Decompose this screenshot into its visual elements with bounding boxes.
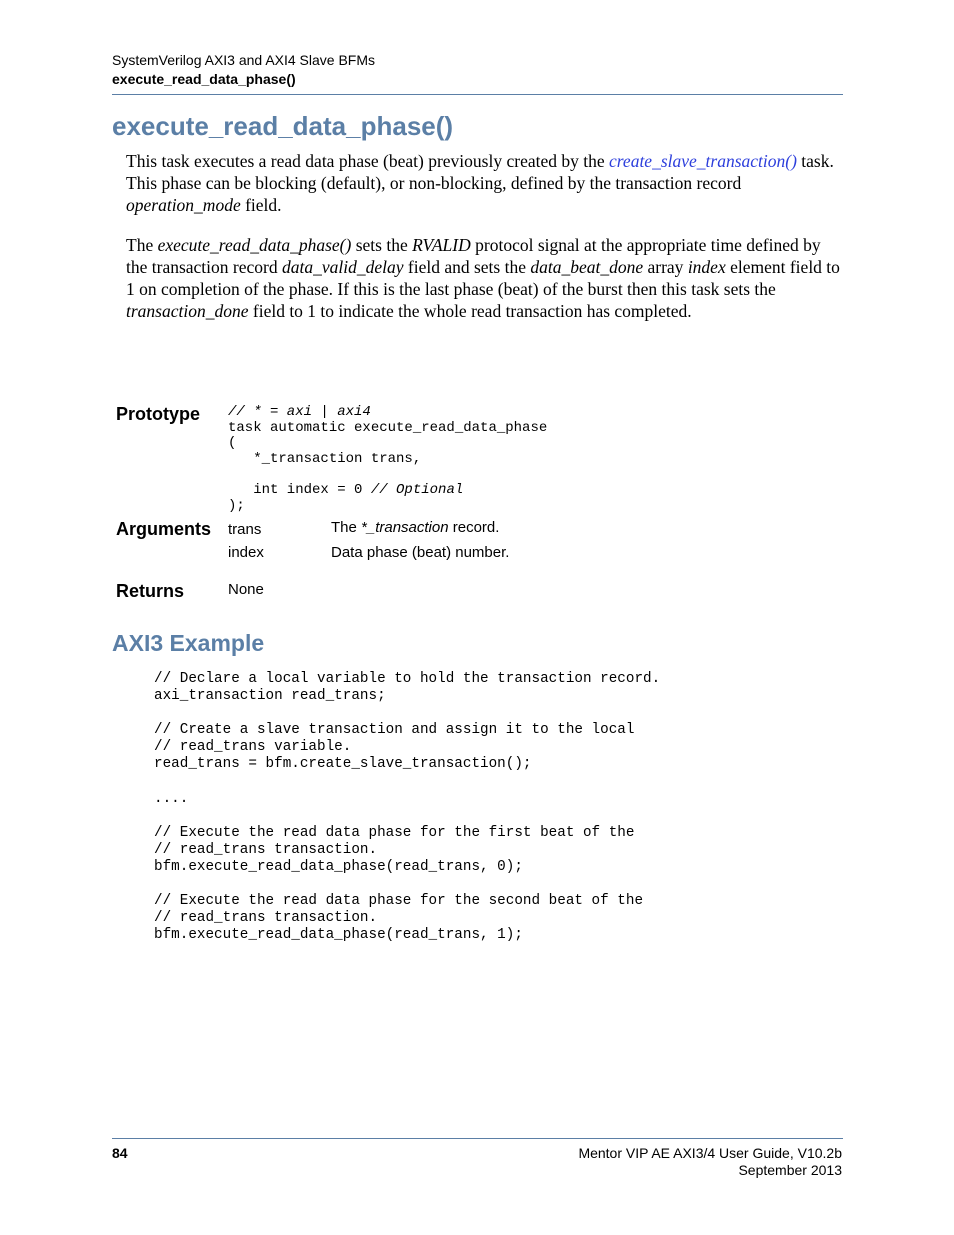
page-number: 84 bbox=[112, 1145, 128, 1161]
intro-paragraph-2: The execute_read_data_phase() sets the RVALID protocol signal at the appropriate time defined by the transaction record data_valid_delay field and sets the data_beat_done array index element field to 1 on completion of the phase. If this is the last phase (beat) of the burst then this task sets the transaction_done field to 1 to indicate the whole read transaction has completed. bbox=[126, 235, 840, 321]
prototype-label: Prototype bbox=[116, 404, 201, 424]
arguments-label: Arguments bbox=[116, 519, 212, 539]
argument-name: index bbox=[228, 544, 264, 561]
guide-title: Mentor VIP AE AXI3/4 User Guide, V10.2b bbox=[578, 1145, 842, 1161]
argument-name: trans bbox=[228, 521, 262, 538]
example-code-block: // Declare a local variable to hold the transaction record. axi_transaction read_trans; // Create a slave transaction and assign it to the local // read_trans variable. read_trans = bfm.create_slave_transaction(); .... // Execute the read data phase for the first beat of the // read_trans transaction. bfm.execute_read_data_phase(read_trans, 0); // Execute the read data phase for the second beat of the // read_trans transaction. bfm.execute_read_data_phase(read_trans, 1); bbox=[154, 671, 661, 944]
prototype-code: // * = axi | axi4 task automatic execute_read_data_phase ( *_transaction trans, int index = 0 // Optional ); bbox=[228, 404, 548, 514]
argument-description: Data phase (beat) number. bbox=[331, 544, 510, 561]
create-slave-transaction-link[interactable]: create_slave_transaction() bbox=[609, 151, 797, 171]
page-title: execute_read_data_phase() bbox=[112, 111, 454, 141]
argument-description: The *_transaction record. bbox=[331, 519, 500, 536]
intro-paragraph-1: This task executes a read data phase (beat) previously created by the create_slave_transaction() task. This phase can be blocking (default), or non-blocking, defined by the transaction record operation_mode field. bbox=[126, 151, 834, 215]
running-header-topic: execute_read_data_phase() bbox=[112, 71, 296, 87]
footer-info bbox=[578, 1145, 842, 1179]
header-rule bbox=[112, 94, 843, 95]
example-heading: AXI3 Example bbox=[112, 630, 265, 656]
returns-value: None bbox=[228, 581, 264, 598]
running-header-section: SystemVerilog AXI3 and AXI4 Slave BFMs bbox=[112, 52, 376, 68]
returns-label: Returns bbox=[116, 581, 185, 601]
footer-rule bbox=[112, 1138, 843, 1139]
publication-date: September 2013 bbox=[738, 1162, 842, 1178]
prototype-comment-line: // * = axi | axi4 bbox=[228, 404, 371, 420]
